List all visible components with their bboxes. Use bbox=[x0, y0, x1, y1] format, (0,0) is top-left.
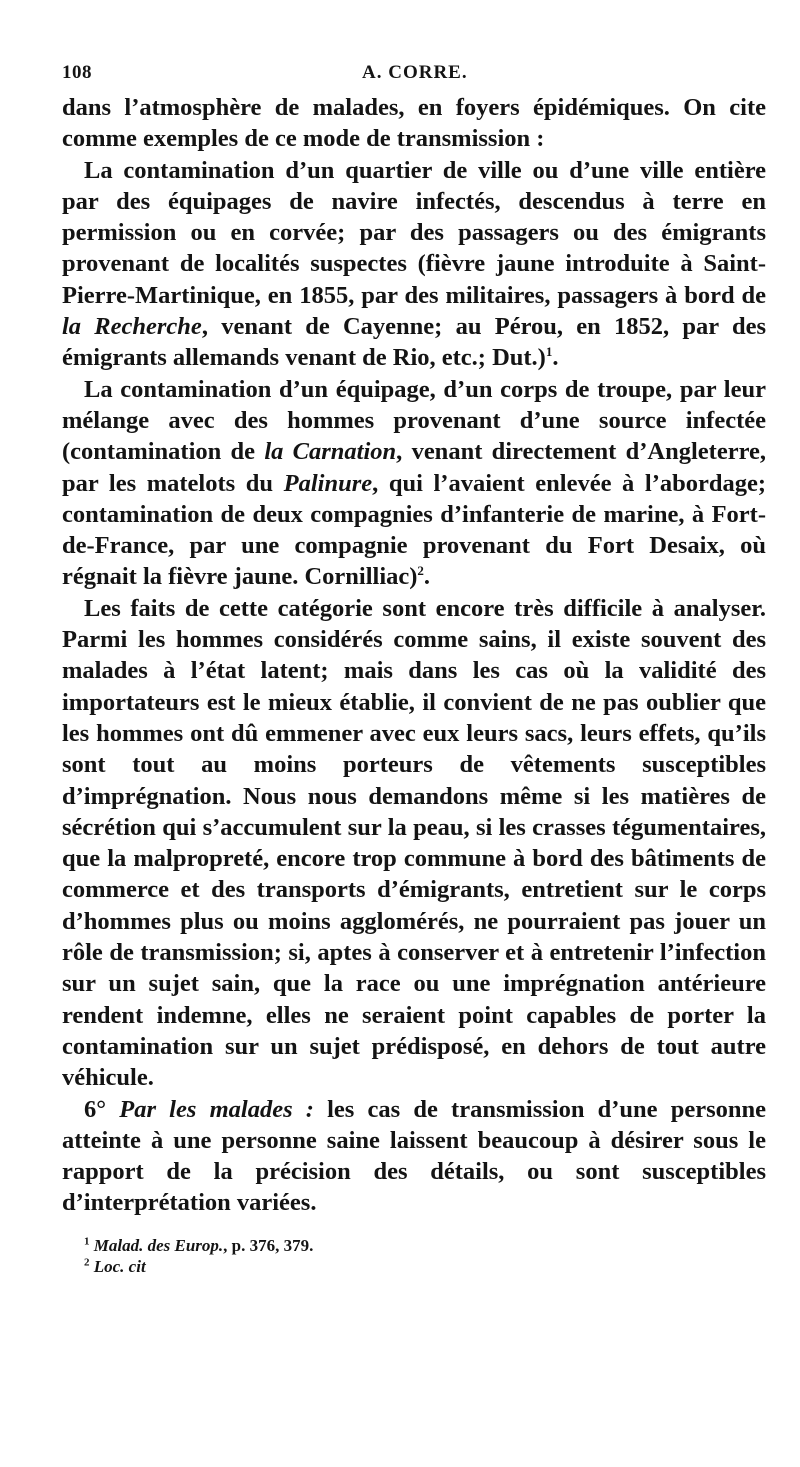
footnote-ref-1: 1 bbox=[545, 344, 553, 360]
paragraph-4 bbox=[62, 593, 766, 1094]
paragraph-5 bbox=[62, 1094, 766, 1219]
footnote-1-ref: Malad. des Europ. bbox=[93, 1235, 224, 1255]
paragraph-5-text: les cas de transmission d’une personne atteinte à une personne saine laissent beaucoup à désirer sous le rapport de la précision des détails, ou sont susceptibles d’interprétation variées. bbox=[62, 1095, 767, 1217]
footnote-1-mark: 1 bbox=[84, 1235, 90, 1248]
paragraph-3 bbox=[62, 374, 766, 593]
book-page bbox=[62, 58, 766, 1277]
footnote-2-ref: Loc. cit bbox=[93, 1256, 146, 1276]
body-text bbox=[62, 92, 766, 1219]
footnote-ref-2: 2 bbox=[417, 563, 424, 579]
paragraph-2-text-c: . bbox=[552, 344, 559, 372]
paragraph-3-text-c: , qui l’avaient enlevée à l’abordage; contamination de deux compagnies d’infanterie de marine, à Fort-de-France, par une compagnie provenant du Fort Desaix, où régnait la fièvre jaune. Cornilliac) bbox=[62, 469, 767, 591]
page-number: 108 bbox=[62, 62, 92, 83]
paragraph-1 bbox=[62, 92, 766, 155]
paragraph-3-text-a: La contamination d’un équipage, d’un corps de troupe, par leur mélange avec des hommes provenant d’une source infectée (contamination de bbox=[62, 375, 766, 466]
section-heading: Par les malades : bbox=[119, 1095, 314, 1123]
running-head bbox=[62, 58, 766, 92]
ship-name-la-carnation: la Carnation bbox=[264, 438, 397, 466]
ship-name-la-recherche: la Recherche bbox=[62, 313, 202, 341]
paragraph-3-text-d: . bbox=[423, 563, 431, 591]
paragraph-2-text-b: , venant de Cayenne; au Pérou, en 1852, par des émigrants allemands venant de Rio, etc.; Dut.) bbox=[62, 313, 766, 372]
paragraph-3-text-b: , venant directement d’Angleterre, par les matelots du bbox=[62, 438, 766, 497]
paragraph-4-text: Les faits de cette catégorie sont encore très difficile à analyser. Parmi les hommes considérés comme sains, il existe souvent des malades à l’état latent; mais dans les cas où la validité des importateurs est le mieux établie, il convient de ne pas oublier que les hommes ont dû emmener avec eux leurs sacs, leurs effets, qu’ils sont tout au moins porteurs de vêtements susceptibles d’imprégnation. Nous nous demandons même si les matières de sécrétion qui s’accumulent sur la peau, si les crasses tégumentaires, que la malpropreté, encore trop commune à bord des bâtiments de commerce et des transports d’émigrants, entretient sur le corps d’hommes plus ou moins agglomérés, ne pourraient pas jouer un rôle de transmission; si, aptes à conserver et à entretenir l’infection sur un sujet sain, que la race ou une imprégnation antérieure rendent indemne, elles ne seraient point capables de porter la contamination sur un sujet prédisposé, en dehors de tout autre véhicule. bbox=[62, 594, 766, 1092]
section-number: 6° bbox=[84, 1095, 107, 1123]
paragraph-2 bbox=[62, 155, 766, 374]
footnote-1 bbox=[62, 1235, 766, 1256]
footnotes bbox=[62, 1235, 766, 1277]
footnote-2 bbox=[62, 1256, 766, 1277]
paragraph-2-text-a: La contamination d’un quartier de ville ou d’une ville entière par des équipages de navire infectés, descendus à terre en permission ou en corvée; par des passagers ou des émigrants provenant de localités suspectes (fièvre jaune introduite à Saint-Pierre-Martinique, en 1855, par des militaires, passagers à bord de bbox=[62, 156, 766, 309]
running-title: A. CORRE. bbox=[362, 62, 468, 83]
footnote-2-mark: 2 bbox=[84, 1256, 90, 1269]
footnote-1-rest: , p. 376, 379. bbox=[223, 1235, 314, 1255]
paragraph-1-text: dans l’atmosphère de malades, en foyers épidémiques. On cite comme exemples de ce mode de transmission : bbox=[62, 94, 766, 153]
ship-name-palinure: Palinure bbox=[283, 469, 373, 497]
